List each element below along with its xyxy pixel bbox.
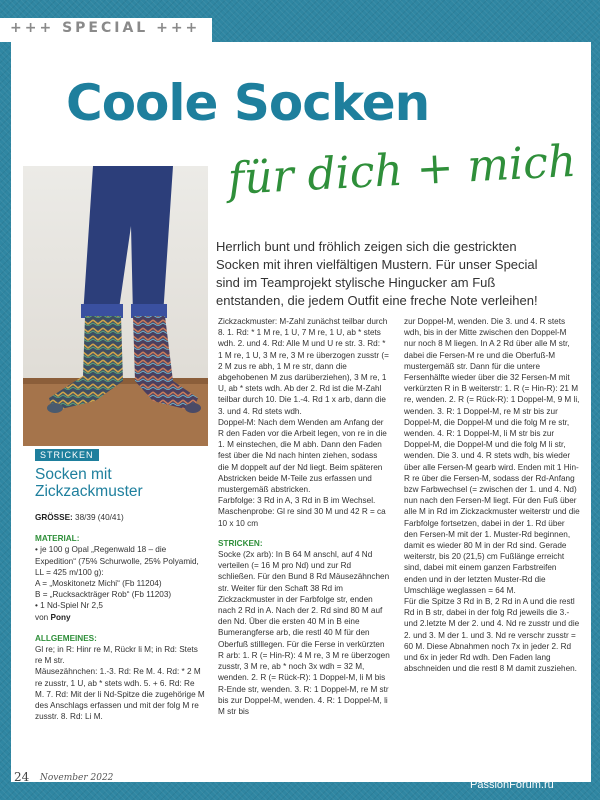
size-value: 38/39 (40/41)	[75, 513, 124, 522]
general-text: Gl re; in R: Hinr re M, Rückr li M; in Rd: Stets re M str.	[35, 645, 198, 666]
category-badge: STRICKEN	[35, 449, 99, 461]
script-subtitle: für dich + mich	[226, 135, 578, 205]
pattern-info-column	[35, 512, 205, 722]
pattern-title: Socken mit Zickzackmuster	[35, 466, 143, 500]
size-line	[35, 512, 205, 523]
material-label: MATERIAL:	[35, 534, 80, 544]
size-label: GRÖSSE:	[35, 513, 73, 522]
heel-paragraph: zur Doppel-M, wenden. Die 3. und 4. R stets wdh, bis in der Mitte zwischen den Doppel-M nur noch 8 M liegen. In A 2 Rd über alle M str, dabei die Fersen-M re und die Oberfuß-M mustergemäß str. Dann für die untere Fersenhälfte wieder über die 32 Fersen-M mit verkürzten R in B weiterstr: 1. R (= Hin-R): 21 M re, wenden. 2. R (= Rück-R): 1 Doppel-M, 9 M li, wenden. 3. R: 1 Doppel-M, re M str bis zur Doppel-M, die Doppel-M und die folg M re str, wenden. 4. R: 1 Doppel-M, li M str bis zur Doppel-M, die Doppel-M und die folg M li str, wenden. Die 3. und 4. R stets wdh, bis wieder über alle Fersen-M gearb wird. Enden mit 1 Hin-R re über die Fersen-M, sodass der Rd-Anfang bzw Farbwechsel (= zwischen der 1. und 4. Nd) nun nach den Fersen-M liegt. Für den Fuß über alle M in Rd im Zickzackmuster weiterstr und die Farbfolge fortsetzen, dabei in der 1. Rd über den Fersen-M mit der 1. Muster-Rd beginnen, damit es wieder 80 M in der Rd sind. Gerade weiterstr, bis 20 (21,5) cm Fußlänge erreicht sind, dabei mit einem ganzen Farbstreifen enden und in der letzten Muster-Rd die Umschläge weglassen = 64 M.	[404, 317, 580, 595]
knit-label: STRICKEN:	[218, 538, 263, 548]
teeth-text: Mäusezähnchen: 1.-3. Rd: Re M. 4. Rd: * 2 M re zusstr, 1 U, ab * stets wdh. 5. + 6. Rd: Re M. 7. Rd: Mit der li Nd-Spitze die zugehörige M des Anschlags erfassen und mit der folg M re zusstr. 8. Rd: Li M.	[35, 667, 205, 722]
issue-date: November 2022	[40, 773, 114, 783]
color-sequence-paragraph: Farbfolge: 3 Rd in A, 3 Rd in B im Wechsel.	[218, 496, 376, 506]
general-heading	[35, 633, 205, 644]
material-heading	[35, 533, 205, 544]
intro-text: Herrlich bunt und fröhlich zeigen sich die gestrickten Socken mit ihren vielfältigen Mustern. Für unser Special sind im Teamprojekt stylische Hingucker am Fuß entstanden, die jedem Outfit eine freche Note verleihen!	[216, 239, 538, 308]
toe-paragraph: Für die Spitze 3 Rd in B, 2 Rd in A und die restl Rd in B str, dabei in der folg Rd jeweils die 3.- und 2.letzte M der 2. und 4. Nd re zusstr und die 2. und 3. M der 1. und 3. Nd re verschr zusstr = 60 M. Diese Abnahmen noch 7x in jeder 2. Rd und 6x in jeder Rd wdh. Den Faden lang abschneiden und die restl 8 M damit zusziehen.	[404, 597, 580, 674]
material-line: • 1 Nd-Spiel Nr 2,5	[35, 601, 103, 611]
special-label: +++ SPECIAL +++	[10, 20, 201, 36]
page-number: 24	[14, 770, 30, 784]
double-stitch-paragraph: Doppel-M: Nach dem Wenden am Anfang der R den Faden vor die Arbeit legen, von re in die 1. M einstechen, die M abh. Dann den Faden fest über die Nd nach hinten ziehen, sodass die M doppelt auf der Nd liegt. Beim späteren Abstricken beide M-Teile zus erfassen und mustergemäß abstricken.	[218, 417, 387, 495]
page-title: Coole Socken	[66, 74, 430, 132]
instructions-column-2	[218, 316, 390, 717]
general-label: ALLGEMEINES:	[35, 633, 97, 643]
sock-photo	[23, 166, 208, 446]
material-line: B = „Rucksackträger Rob“ (Fb 11203)	[35, 590, 172, 600]
sock-photo-illustration	[23, 166, 208, 446]
material-line: A = „Moskitonetz Michi“ (Fb 11204)	[35, 579, 162, 589]
designer-line	[35, 612, 205, 623]
material-line: • je 100 g Opal „Regenwald 18 – die Expedition“ (75% Schurwolle, 25% Polyamid, LL = 425 m/100 g):	[35, 545, 199, 577]
gauge-paragraph: Maschenprobe: Gl re sind 30 M und 42 R = ca 10 x 10 cm	[218, 507, 386, 528]
designer-name: Pony	[50, 612, 71, 622]
watermark: PassionForum.ru	[470, 779, 554, 791]
zigzag-paragraph: Zickzackmuster: M-Zahl zunächst teilbar durch 8. 1. Rd: * 1 M re, 1 U, 7 M re, 1 U, ab * stets wdh. 2. und 4. Rd: Alle M und U re str. 3. Rd: * 1 M re, 1 U, 3 M re, 3 M re überzogen zusstr (= 2 M zus re abh, 1 M re str, dann die abgehobenen M zus darüberziehen), 3 M re, 1 U, ab * stets wdh. Ab der 2. Rd ist die M-Zahl teilbar durch 10. Die 1.-4. Rd 1 x arb, dann die 3. und 4. Rd stets wdh.	[218, 317, 389, 416]
knit-paragraph: Socke (2x arb): In B 64 M anschl, auf 4 Nd verteilen (= 16 M pro Nd) und zur Rd schließen. Für den Bund 8 Rd Mäusezähnchen str. Weiter für den Schaft 38 Rd im Zickzackmuster in der Farbfolge str, enden nach 2 Rd in A. Nach der 2. Rd sind 80 M auf den Nd. Über die ersten 40 M in B eine Bumerangferse arb, die restl 40 M für den Oberfuß stilllegen. Für die Ferse in verkürzten R arb: 1. R (= Hin-R): 4 M re, 3 M re überzogen zusstr, 3 M re, ab * noch 3x wdh = 32 M, wenden. 2. R (= Rück-R): 1 Doppel-M, li M bis R-Ende str, wenden. 3. R: 1 Doppel-M, re M str bis zur Doppel-M, wenden. 4. R: 1 Doppel-M, li M str bis	[218, 550, 390, 716]
instructions-column-3	[404, 316, 580, 675]
designer-prefix: von	[35, 612, 49, 622]
